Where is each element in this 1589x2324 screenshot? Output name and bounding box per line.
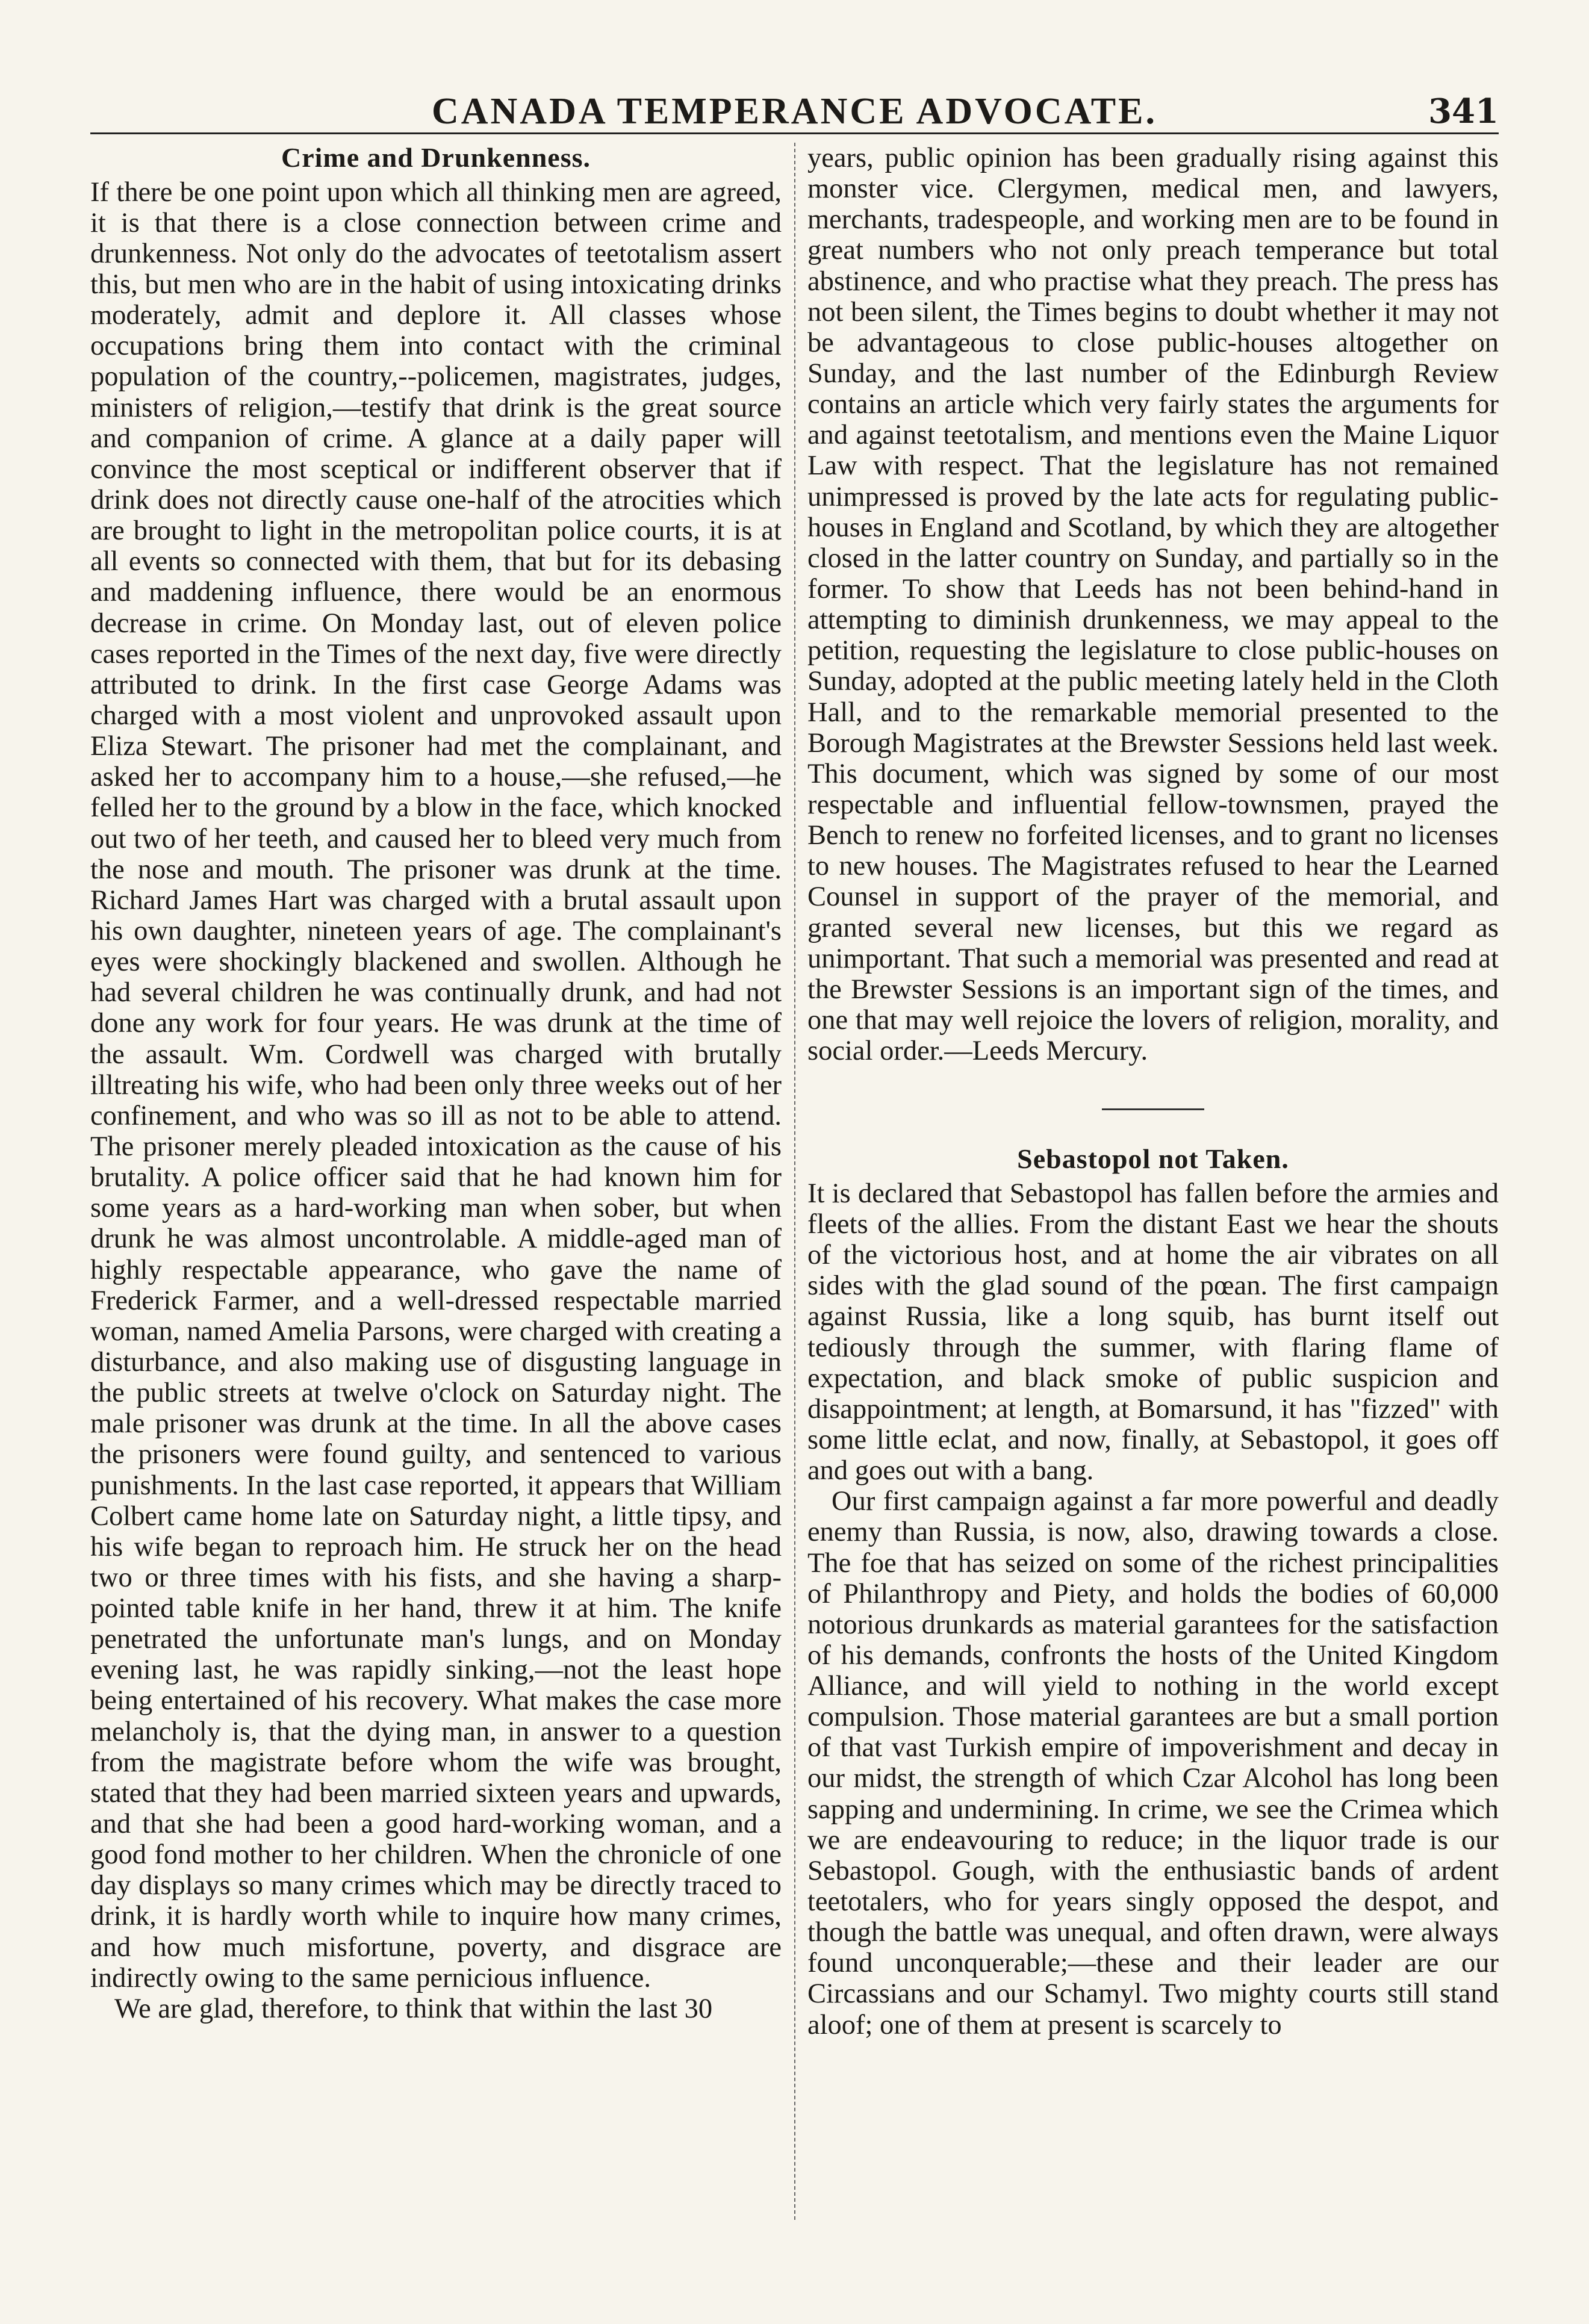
masthead-title: CANADA TEMPERANCE ADVOCATE.	[431, 91, 1158, 132]
article-continuation: years, public opinion has been gradually rising against this monster vice. Clergymen, medical men, and lawyers, merchants, tradespeople, and working men are to be found in great numbers who not only preach temperance but total abstinence, and who practise what they preach. The press has not been silent, the Times begins to doubt whether it may not be advantageous to close public-houses altogether on Sunday, and the last number of the Edinburgh Review contains an article which very fairly states the arguments for and against teetotalism, and mentions even the Maine Liquor Law with respect. That the legislature has not remained unimpressed is proved by the late acts for regulating public-houses in England and Scotland, by which they are altogether closed in the latter country on Sunday, and partially so in the former. To show that Leeds has not been behind-hand in attempting to diminish drunkenness, we may appeal to the petition, requesting the legislature to close public-houses on Sunday, adopted at the public meeting lately held in the Cloth Hall, and to the remarkable memorial presented to the Borough Magistrates at the Brewster Sessions held last week. This document, which was signed by some of our most respectable and influential fellow-townsmen, prayed the Bench to renew no forfeited licenses, and to grant no licenses to new houses. The Magistrates refused to hear the Learned Counsel in support of the prayer of the memorial, and granted several new licenses, but this we regard as unimportant. That such a memorial was presented and read at the Brewster Sessions is an important sign of the times, and one that may well rejoice the lovers of religion, morality, and social order.—Leeds Mercury.	[807, 143, 1499, 1067]
page-number: 341	[1428, 92, 1499, 131]
article-paragraph: We are glad, therefore, to think that within the last 30	[114, 1993, 713, 2024]
article-heading-crime: Crime and Drunkenness.	[281, 143, 591, 173]
article-heading-sebastopol: Sebastopol not Taken.	[1017, 1143, 1289, 1175]
article-paragraph: It is declared that Sebastopol has fallen before the armies and fleets of the allies. From the distant East we hear the shouts of the victorious host, and at home the air vibrates on all sides with the glad sound of the pœan. The first campaign against Russia, like a long squib, has burnt itself out tediously through the summer, with flaring flame of expectation, and black smoke of public suspicion and disappointment; at length, at Bomarsund, it has "fizzed" with some little eclat, and now, finally, at Sebastopol, it goes off and goes out with a bang.	[807, 1178, 1499, 1487]
article-paragraph: Our first campaign against a far more powerful and deadly enemy than Russia, is now, also, drawing towards a close. The foe that has seized on some of the richest principalities of Philanthropy and Piety, and holds the bodies of 60,000 notorious drunkards as material garantees for the satisfaction of his demands, confronts the hosts of the United Kingdom Alliance, and will yield to nothing in the world except compulsion. Those material garantees are but a small portion of that vast Turkish empire of impoverishment and decay in our midst, the strength of which Czar Alcohol has long been sapping and undermining. In crime, we see the Crimea which we are endeavouring to reduce; in the liquor trade is our Sebastopol. Gough, with the enthusiastic bands of ardent teetotalers, who for years singly opposed the despot, and though the battle was unequal, and often drawn, were always found unconquerable;—these and their leader are our Circassians and our Schamyl. Two mighty courts still stand aloof; one of them at present is scarcely to	[807, 1486, 1499, 2040]
article-columns	[90, 143, 1499, 2220]
article-paragraph: If there be one point upon which all thinking men are agreed, it is that there is a close connection between crime and drunkenness. Not only do the advocates of teetotalism assert this, but men who are in the habit of using intoxicating drinks moderately, admit and deplore it. All classes whose occupations bring them into contact with the criminal population of the country,--policemen, magistrates, judges, ministers of religion,—testify that drink is the great source and companion of crime. A glance at a daily paper will convince the most sceptical or indifferent observer that if drink does not directly cause one-half of the atrocities which are brought to light in the metropolitan police courts, it is at all events so connected with them, that but for its debasing and maddening influence, there would be an enormous decrease in crime. On Monday last, out of eleven police cases reported in the Times of the next day, five were directly attributed to drink. In the first case George Adams was charged with a most violent and unprovoked assault upon Eliza Stewart. The prisoner had met the complainant, and asked her to accompany him to a house,—she refused,—he felled her to the ground by a blow in the face, which knocked out two of her teeth, and caused her to bleed very much from the nose and mouth. The prisoner was drunk at the time. Richard James Hart was charged with a brutal assault upon his own daughter, nineteen years of age. The complainant's eyes were shockingly blackened and swollen. Although he had several children he was continually drunk, and had not done any work for four years. He was drunk at the time of the assault. Wm. Cordwell was charged with brutally illtreating his wife, who had been only three weeks out of her confinement, and who was so ill as not to be able to attend. The prisoner merely pleaded intoxication as the cause of his brutality. A police officer said that he had known him for some years as a hard-working man when sober, but when drunk he was almost uncontrolable. A middle-aged man of highly respectable appearance, who gave the name of Frederick Farmer, and a well-dressed respectable married woman, named Amelia Parsons, were charged with creating a disturbance, and also making use of disgusting language in the public streets at twelve o'clock on Saturday night. The male prisoner was drunk at the time. In all the above cases the prisoners were found guilty, and sentenced to various punishments. In the last case reported, it appears that William Colbert came home late on Saturday night, a little tipsy, and his wife began to reproach him. He struck her on the head two or three times with his fists, and she having a sharp-pointed table knife in her hand, threw it at him. The knife penetrated the unfortunate man's lungs, and on Monday evening last, he was rapidly sinking,—not the least hope being entertained of his recovery. What makes the case more melancholy is, that the dying man, in answer to a question from the magistrate before whom the wife was brought, stated that they had been married sixteen years and upwards, and that she had been a good hard-working woman, and a good fond mother to her children. When the chronicle of one day displays so many crimes which may be directly traced to drink, it is hardly worth while to inquire how many crimes, and how much misfortune, poverty, and disgrace are indirectly owing to the same pernicious influence.	[90, 176, 782, 1993]
left-column	[90, 143, 782, 2220]
section-rule	[1102, 1108, 1204, 1110]
column-divider	[794, 143, 795, 2220]
page-header	[90, 90, 1499, 134]
right-column	[807, 143, 1499, 2220]
